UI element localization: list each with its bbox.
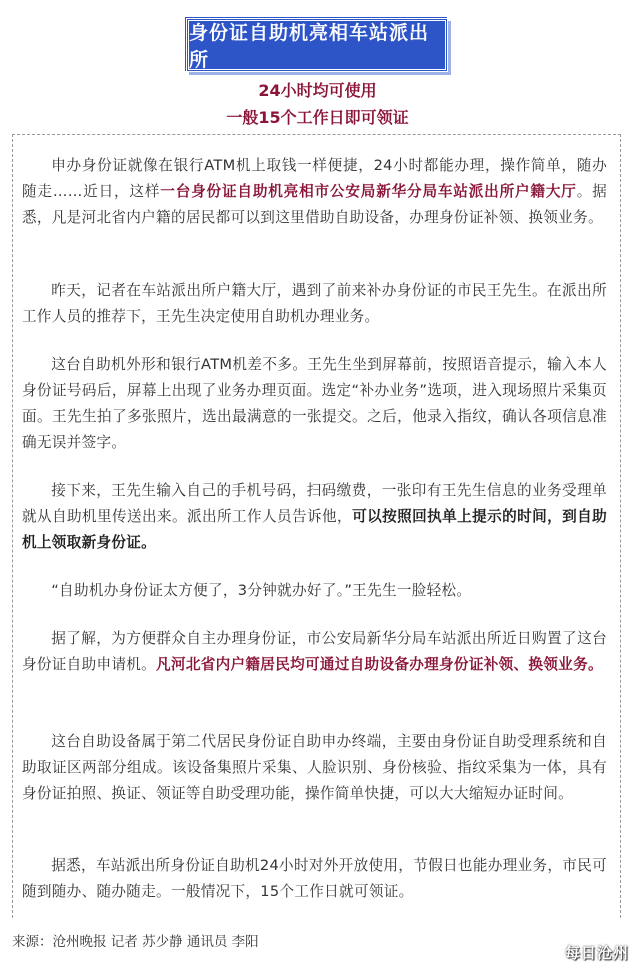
article-paragraph-2: 昨天，记者在车站派出所户籍大厅，遇到了前来补办身份证的市民王先生。在派出所工作人员的推荐下，王先生决定使用自助机办理业务。: [22, 282, 607, 325]
subtitle-line-1: 24小时均可使用: [258, 81, 377, 100]
watermark-logo: 每日沧州: [564, 944, 629, 962]
p1-text: 申办身份证就像在银行ATM机上取钱一样便捷，24小时都能办理，操作简单，随办随走……近日，这样: [22, 157, 607, 200]
p6-text: 据了解，为方便群众自主办理身份证，市公安局新华分局车站派出所近日购置了这台身份证自助申请机。: [22, 630, 607, 673]
subtitle-line-2: 一般15个工作日即可领证: [226, 108, 409, 127]
headline-title: 身份证自助机亮相车站派出所: [189, 22, 430, 71]
p6-highlight: 凡河北省内户籍居民均可通过自助设备办理身份证补领、换领业务。: [156, 656, 603, 673]
p4-text: 接下来，王先生输入自己的手机号码，扫码缴费，一张印有王先生信息的业务受理单就从自助机里传送出来。派出所工作人员告诉他，: [22, 482, 607, 525]
headline-banner: [186, 18, 448, 72]
p1-text-end: 。据悉，凡是河北省内户籍的居民都可以到这里借助自助设备，办理身份证补领、换领业务。: [22, 183, 608, 226]
p1-highlight: 一台身份证自助机亮相市公安局新华分局车站派出所户籍大厅: [160, 183, 577, 200]
article-paragraph-6: [22, 626, 607, 678]
article-paragraph-8: 据悉，车站派出所身份证自助机24小时对外开放使用，节假日也能办理业务，市民可随到随办、随办随走。一般情况下，15个工作日就可领证。: [22, 857, 607, 900]
article-paragraph-3: 这台自助机外形和银行ATM机差不多。王先生坐到屏幕前，按照语音提示，输入本人身份证号码后，屏幕上出现了业务办理页面。选定“补办业务”选项，进入现场照片采集页面。王先生拍了多张照片，选出最满意的一张提交。之后，他录入指纹，确认各项信息准确无误并签字。: [22, 356, 607, 451]
article-paragraph-7: 这台自助设备属于第二代居民身份证自助申办终端，主要由身份证自助受理系统和自助取证区两部分组成。该设备集照片采集、人脸识别、身份核验、指纹采集为一体，具有身份证拍照、换证、领证等自助受理功能，操作简单快捷，可以大大缩短办证时间。: [22, 733, 607, 802]
source-credit: 来源：沧州晚报 记者 苏少静 通讯员 李阳: [12, 934, 259, 950]
article-paragraph-5: “自助机办身份证太方便了，3分钟就办好了。”王先生一脸轻松。: [51, 582, 472, 599]
article-paragraph-1: [22, 153, 607, 231]
p4-bold: 可以按照回执单上提示的时间，到自助机上领取新身份证。: [22, 508, 607, 551]
article-paragraph-4: [22, 478, 607, 556]
